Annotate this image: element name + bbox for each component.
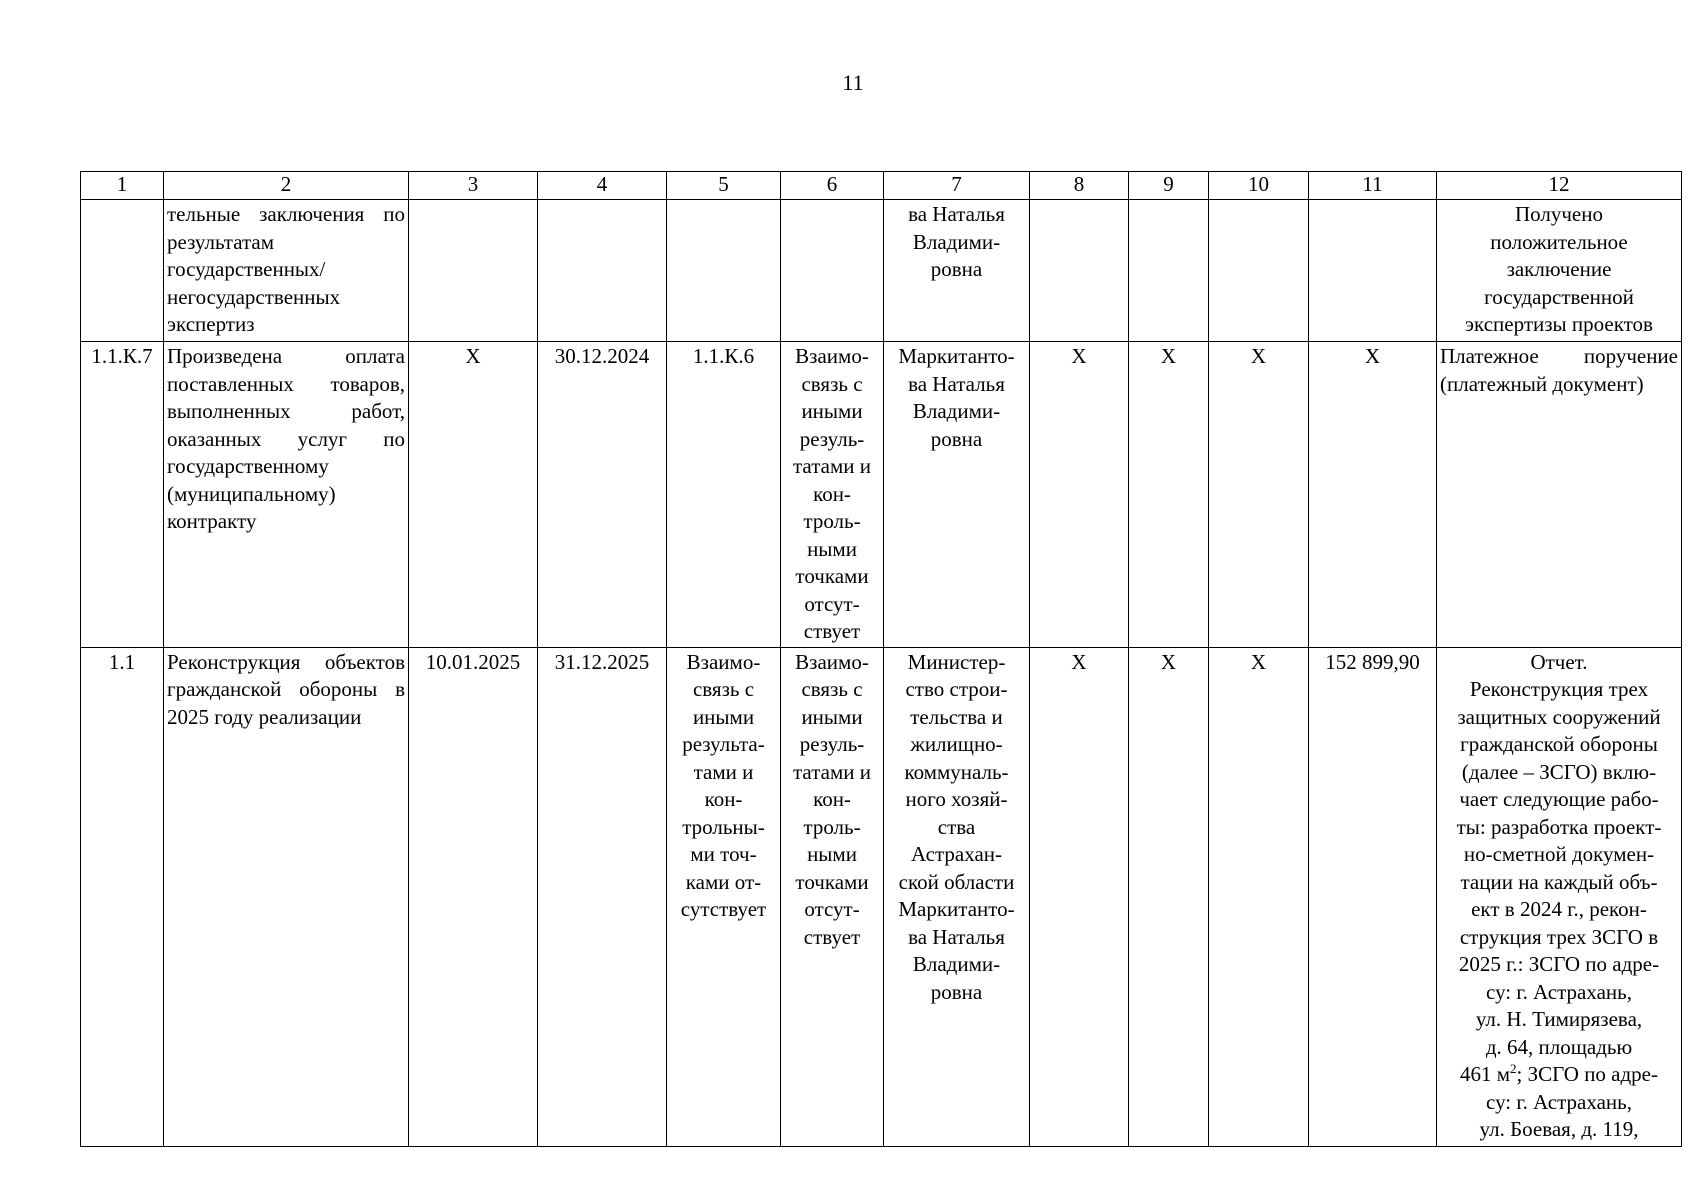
table-row: [81, 342, 1682, 648]
start-date-cell: [409, 200, 538, 342]
result-name-cell: Реконструкция объектов гражданской обороны в 2025 году реализации: [164, 647, 409, 1146]
end-date-cell: [538, 200, 667, 342]
predecessor-cell: 1.1.К.6: [667, 342, 781, 648]
row-number-cell: 1.1.К.7: [81, 342, 164, 648]
predecessor-cell: Взаимо- связь с иными результа- тами и кон- трольны- ми точ- ками от- сутствует: [667, 647, 781, 1146]
end-date-cell: 31.12.2025: [538, 647, 667, 1146]
amount-cell: [1309, 200, 1437, 342]
column-8-cell: X: [1030, 342, 1129, 648]
column-number-row: [81, 172, 1682, 200]
column-number: 9: [1129, 172, 1209, 200]
end-date-cell: 30.12.2024: [538, 342, 667, 648]
column-number: 10: [1209, 172, 1309, 200]
column-number: 4: [538, 172, 667, 200]
column-8-cell: [1030, 200, 1129, 342]
table-row: [81, 647, 1682, 1146]
responsible-cell: Министер- ство строи- тельства и жилищно- коммуналь- ного хозяй- ства Астрахан- ской области Маркитанто- ва Наталья Владими- ровна: [884, 647, 1030, 1146]
document-cell: Получено положительное заключение государственной экспертизы проектов: [1437, 200, 1682, 342]
start-date-cell: X: [409, 342, 538, 648]
responsible-cell: ва Наталья Владими- ровна: [884, 200, 1030, 342]
start-date-cell: 10.01.2025: [409, 647, 538, 1146]
column-number: 6: [781, 172, 884, 200]
column-number: 12: [1437, 172, 1682, 200]
table-row: [81, 200, 1682, 342]
page-number: 11: [842, 70, 864, 95]
column-9-cell: [1129, 200, 1209, 342]
column-9-cell: X: [1129, 342, 1209, 648]
amount-cell: X: [1309, 342, 1437, 648]
amount-cell: 152 899,90: [1309, 647, 1437, 1146]
document-cell: Платежное поручение (платежный документ): [1437, 342, 1682, 648]
column-number: 3: [409, 172, 538, 200]
superscript: 2: [1510, 1061, 1517, 1076]
column-number: 7: [884, 172, 1030, 200]
predecessor-cell: [667, 200, 781, 342]
column-number: 8: [1030, 172, 1129, 200]
responsible-cell: Маркитанто- ва Наталья Владими- ровна: [884, 342, 1030, 648]
column-10-cell: [1209, 200, 1309, 342]
document-cell: [1437, 647, 1682, 1146]
row-number-cell: [81, 200, 164, 342]
column-number: 1: [81, 172, 164, 200]
column-9-cell: X: [1129, 647, 1209, 1146]
row-number-cell: 1.1: [81, 647, 164, 1146]
result-name-cell: тельные заключения по результатам государственных/негосударственных экспертиз: [164, 200, 409, 342]
column-number: 11: [1309, 172, 1437, 200]
data-table: [80, 171, 1682, 1147]
column-number: 2: [164, 172, 409, 200]
column-10-cell: X: [1209, 342, 1309, 648]
report-text-continued: ; ЗСГО по адре- су: г. Астрахань, ул. Боевая, д. 119,: [1479, 1062, 1658, 1141]
report-text: Отчет. Реконструкция трех защитных сооружений гражданской обороны (далее – ЗСГО) вклю- чает следующие рабо- ты: разработка проект- но-сметной докумен- тации на каждый объ- ект в 2024 г., рекон- струкция трех ЗСГО в 2025 г.: ЗСГО по адре- су: г. Астрахань, ул. Н. Тимирязева, д. 64, площадью 461 м: [1456, 649, 1662, 1086]
column-8-cell: X: [1030, 647, 1129, 1146]
result-name-cell: Произведена оплата поставленных товаров, выполненных работ, оказанных услуг по государственному (муниципальному) контракту: [164, 342, 409, 648]
relation-cell: [781, 200, 884, 342]
relation-cell: Взаимо- связь с иными резуль- татами и кон- троль- ными точками отсут- ствует: [781, 342, 884, 648]
column-10-cell: X: [1209, 647, 1309, 1146]
column-number: 5: [667, 172, 781, 200]
relation-cell: Взаимо- связь с иными резуль- татами и кон- троль- ными точками отсут- ствует: [781, 647, 884, 1146]
